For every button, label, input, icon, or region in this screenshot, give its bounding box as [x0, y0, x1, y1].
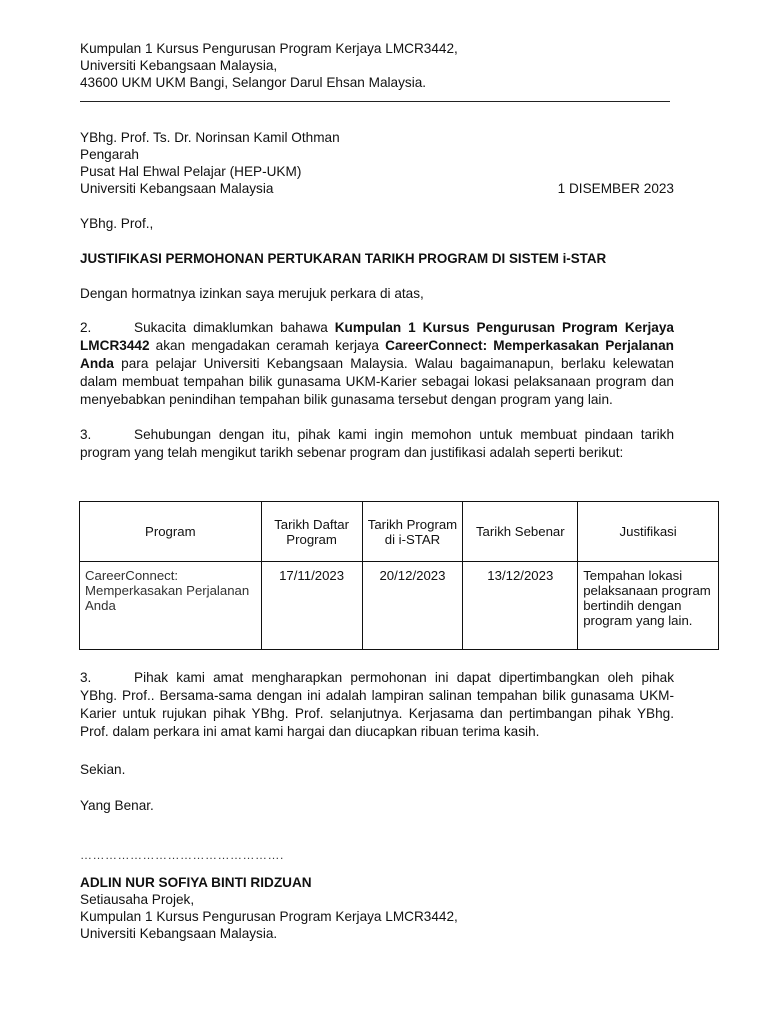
table-cell-program: CareerConnect: Memperkasakan Perjalanan Anda: [80, 562, 262, 650]
table-cell-register-date: 17/11/2023: [261, 562, 362, 650]
table-cell-istar-date: 20/12/2023: [362, 562, 463, 650]
sender-line-1: Kumpulan 1 Kursus Pengurusan Program Kerjaya LMCR3442,: [80, 41, 458, 56]
table-header-cell: Tarikh Program di i-STAR: [362, 502, 463, 562]
recipient-department: Pusat Hal Ehwal Pelajar (HEP-UKM): [80, 164, 302, 179]
letter-title: JUSTIFIKASI PERMOHONAN PERTUKARAN TARIKH PROGRAM DI SISTEM i-STAR: [80, 251, 607, 266]
salutation: YBhg. Prof.,: [80, 216, 154, 231]
signatory-role: Setiausaha Projek,: [80, 892, 195, 907]
table-header-row: [80, 502, 719, 562]
paragraph-4-number: 3.: [80, 670, 92, 685]
sender-address: [80, 40, 674, 102]
paragraph-2-number: 2.: [80, 320, 92, 335]
recipient-university: Universiti Kebangsaan Malaysia: [80, 181, 274, 196]
table-header-cell: Tarikh Daftar Program: [261, 502, 362, 562]
paragraph-3-number: 3.: [80, 427, 92, 442]
signature-line: ………………………………………….: [80, 848, 284, 862]
recipient-position: Pengarah: [80, 147, 139, 162]
signatory-block: [80, 874, 674, 942]
paragraph-4: [80, 669, 674, 741]
closing-yang-benar: Yang Benar.: [80, 798, 154, 813]
paragraph-2-text-c: para pelajar Universiti Kebangsaan Malaysia. Walau bagaimanapun, berlaku kelewatan dalam membuat tempahan bilik gunasama UKM-Karier sebagai lokasi pelaksanaan program dan menyebabkan penindihan tempahan bilik gunasama tersebut dengan program yang lain.: [80, 356, 674, 407]
header-divider: [80, 101, 670, 102]
letter-closing: [80, 669, 674, 942]
signatory-name: ADLIN NUR SOFIYA BINTI RIDZUAN: [80, 875, 312, 890]
paragraph-3-text: Sehubungan dengan itu, pihak kami ingin memohon untuk membuat pindaan tarikh program yang telah mengikut tarikh sebenar program dan justifikasi adalah seperti berikut:: [80, 427, 674, 460]
paragraph-2: [80, 319, 674, 409]
table-header-cell: Program: [80, 502, 262, 562]
paragraph-4-text: Pihak kami amat mengharapkan permohonan ini dapat dipertimbangkan oleh pihak YBhg. Prof.. Bersama-sama dengan ini adalah lampiran salinan tempahan bilik gunasama UKM-Karier untuk rujukan pihak YBhg. Prof. selanjutnya. Kerjasama dan pertimbangan pihak YBhg. Prof. dalam perkara ini amat kami hargai dan diucapkan ribuan terima kasih.: [80, 670, 674, 739]
paragraph-2-bold-course: Kumpulan 1 Kursus Pengurusan Program Kerjaya LMCR3442: [80, 320, 674, 353]
signatory-org-2: Universiti Kebangsaan Malaysia.: [80, 926, 278, 941]
paragraph-3: [80, 426, 674, 462]
sender-line-3: 43600 UKM UKM Bangi, Selangor Darul Ehsan Malaysia.: [80, 75, 427, 90]
sender-line-2: Universiti Kebangsaan Malaysia,: [80, 58, 278, 73]
paragraph-2-bold-program: CareerConnect: Memperkasakan Perjalanan Anda: [80, 338, 674, 371]
closing-sekian: Sekian.: [80, 762, 126, 777]
letter-date: 1 DISEMBER 2023: [557, 181, 674, 196]
recipient-name: YBhg. Prof. Ts. Dr. Norinsan Kamil Othman: [80, 130, 340, 145]
table-header-cell: Justifikasi: [578, 502, 719, 562]
letter-body: [80, 40, 674, 462]
program-date-table: [79, 501, 719, 650]
paragraph-2-text-a: Sukacita dimaklumkan bahawa: [134, 320, 335, 335]
table-cell-justification: Tempahan lokasi pelaksanaan program bertindih dengan program yang lain.: [578, 562, 719, 650]
paragraph-2-text-b: akan mengadakan ceramah kerjaya: [149, 338, 386, 353]
opening-line: Dengan hormatnya izinkan saya merujuk perkara di atas,: [80, 286, 424, 301]
table-row: [80, 562, 719, 650]
signatory-org-1: Kumpulan 1 Kursus Pengurusan Program Kerjaya LMCR3442,: [80, 909, 458, 924]
table-cell-actual-date: 13/12/2023: [463, 562, 578, 650]
recipient-university-row: [80, 180, 674, 197]
recipient-address: [80, 129, 674, 197]
table-header-cell: Tarikh Sebenar: [463, 502, 578, 562]
